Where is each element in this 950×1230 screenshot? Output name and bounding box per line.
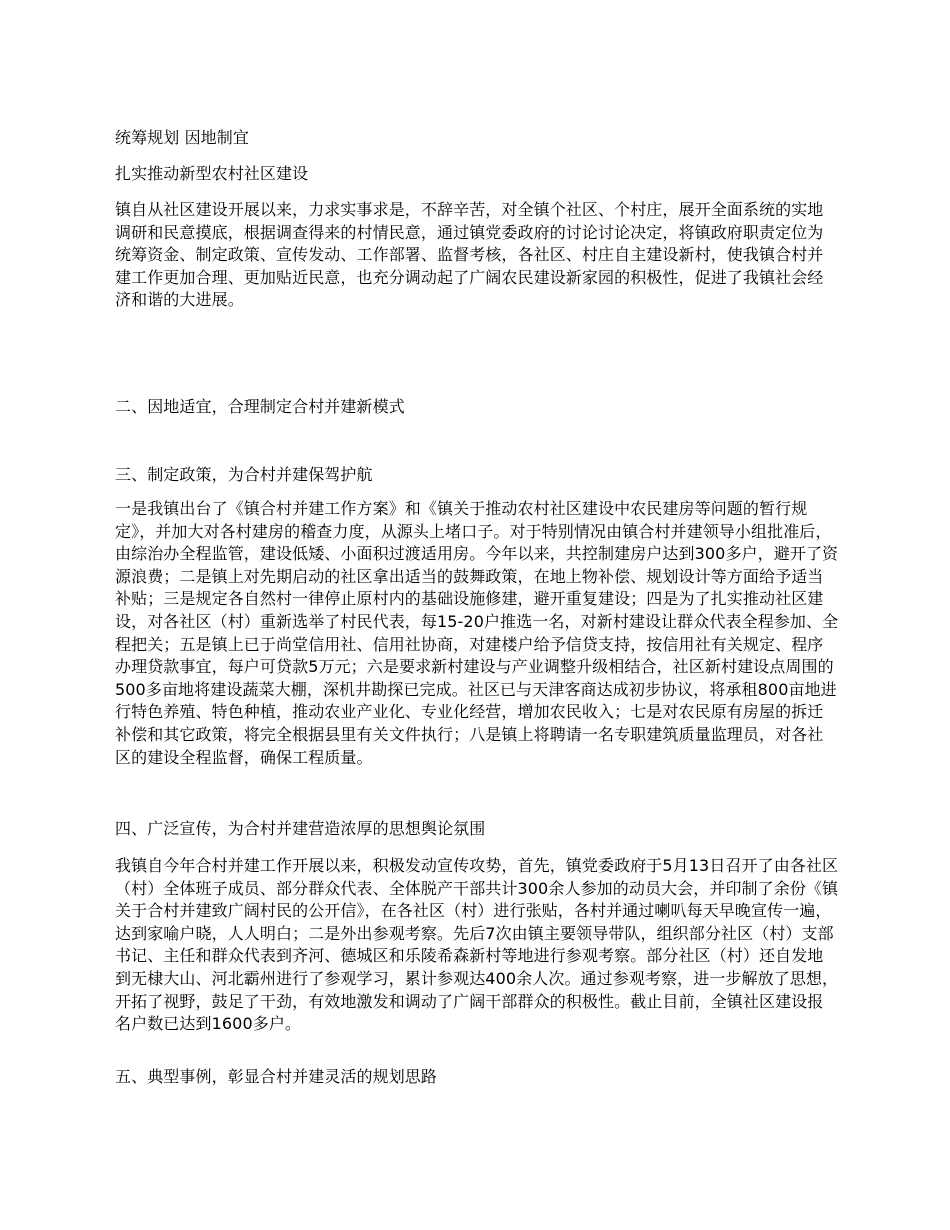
section4-heading: 四、广泛宣传，为合村并建营造浓厚的思想舆论氛围: [115, 819, 486, 838]
section5-heading: 五、典型事例，彰显合村并建灵活的规划思路: [115, 1067, 438, 1086]
section2-heading: 二、因地适宜，合理制定合村并建新模式: [115, 397, 405, 416]
section4-body: 我镇自今年合村并建工作开展以来，积极发动宣传攻势，首先，镇党委政府于5月13日召开了由各社区（村）全体班子成员、部分群众代表、全体脱产干部共计300余人参加的动员大会，并印制了余份《镇关于合村并建致广阔村民的公开信》，在各社区（村）进行张贴，各村并通过喇叭每天早晚宣传一遍，达到家喻户晓，人人明白；二是外出参观考察。先后7次由镇主要领导带队，组织部分社区（村）支部书记、主任和群众代表到齐河、德城区和乐陵希森新村等地进行参观考察。部分社区（村）还自发地到无棣大山、河北霸州进行了参观学习，累计参观达400余人次。通过参观考察，进一步解放了思想，开拓了视野，鼓足了干劲，有效地激发和调动了广阔干部群众的积极性。截止目前，全镇社区建设报名户数已达到1600多户。: [115, 856, 839, 1034]
document-title-line1: 统筹规划 因地制宜: [115, 128, 249, 147]
document-title-line2: 扎实推动新型农村社区建设: [115, 164, 309, 183]
section3-heading: 三、制定政策，为合村并建保驾护航: [115, 465, 373, 484]
section3-body: 一是我镇出台了《镇合村并建工作方案》和《镇关于推动农村社区建设中农民建房等问题的暂行规定》，并加大对各村建房的稽查力度，从源头上堵口子。对于特别情况由镇合村并建领导小组批准后，由综治办全程监管，建设低矮、小面积过渡适用房。今年以来，共控制建房户达到300多户，避开了资源浪费；二是镇上对先期启动的社区拿出适当的鼓舞政策，在地上物补偿、规划设计等方面给予适当补贴；三是规定各自然村一律停止原村内的基础设施修建，避开重复建设；四是为了扎实推动社区建设，对各社区（村）重新选举了村民代表，每15-20户推选一名，对新村建设让群众代表全程参加、全程把关；五是镇上已于尚堂信用社、信用社协商，对建楼户给予信贷支持，按信用社有关规定、程序办理贷款事宜，每户可贷款5万元；六是要求新村建设与产业调整升级相结合，社区新村建设点周围的500多亩地将建设蔬菜大棚，深机井勘探已完成。社区已与天津客商达成初步协议，将承租800亩地进行特色养殖、特色种植，推动农业产业化、专业化经营，增加农民收入；七是对农民原有房屋的拆迁补偿和其它政策，将完全根据县里有关文件执行；八是镇上将聘请一名专职建筑质量监理员，对各社区的建设全程监督，确保工程质量。: [115, 499, 839, 767]
intro-paragraph: 镇自从社区建设开展以来，力求实事求是，不辞辛苦，对全镇个社区、个村庄，展开全面系统的实地调研和民意摸底，根据调查得来的村情民意，通过镇党委政府的讨论讨论决定，将镇政府职责定位为统筹资金、制定政策、宣传发动、工作部署、监督考核，各社区、村庄自主建设新村，使我镇合村并建工作更加合理、更加贴近民意，也充分调动起了广阔农民建设新家园的积极性，促进了我镇社会经济和谐的大进展。: [115, 200, 824, 310]
